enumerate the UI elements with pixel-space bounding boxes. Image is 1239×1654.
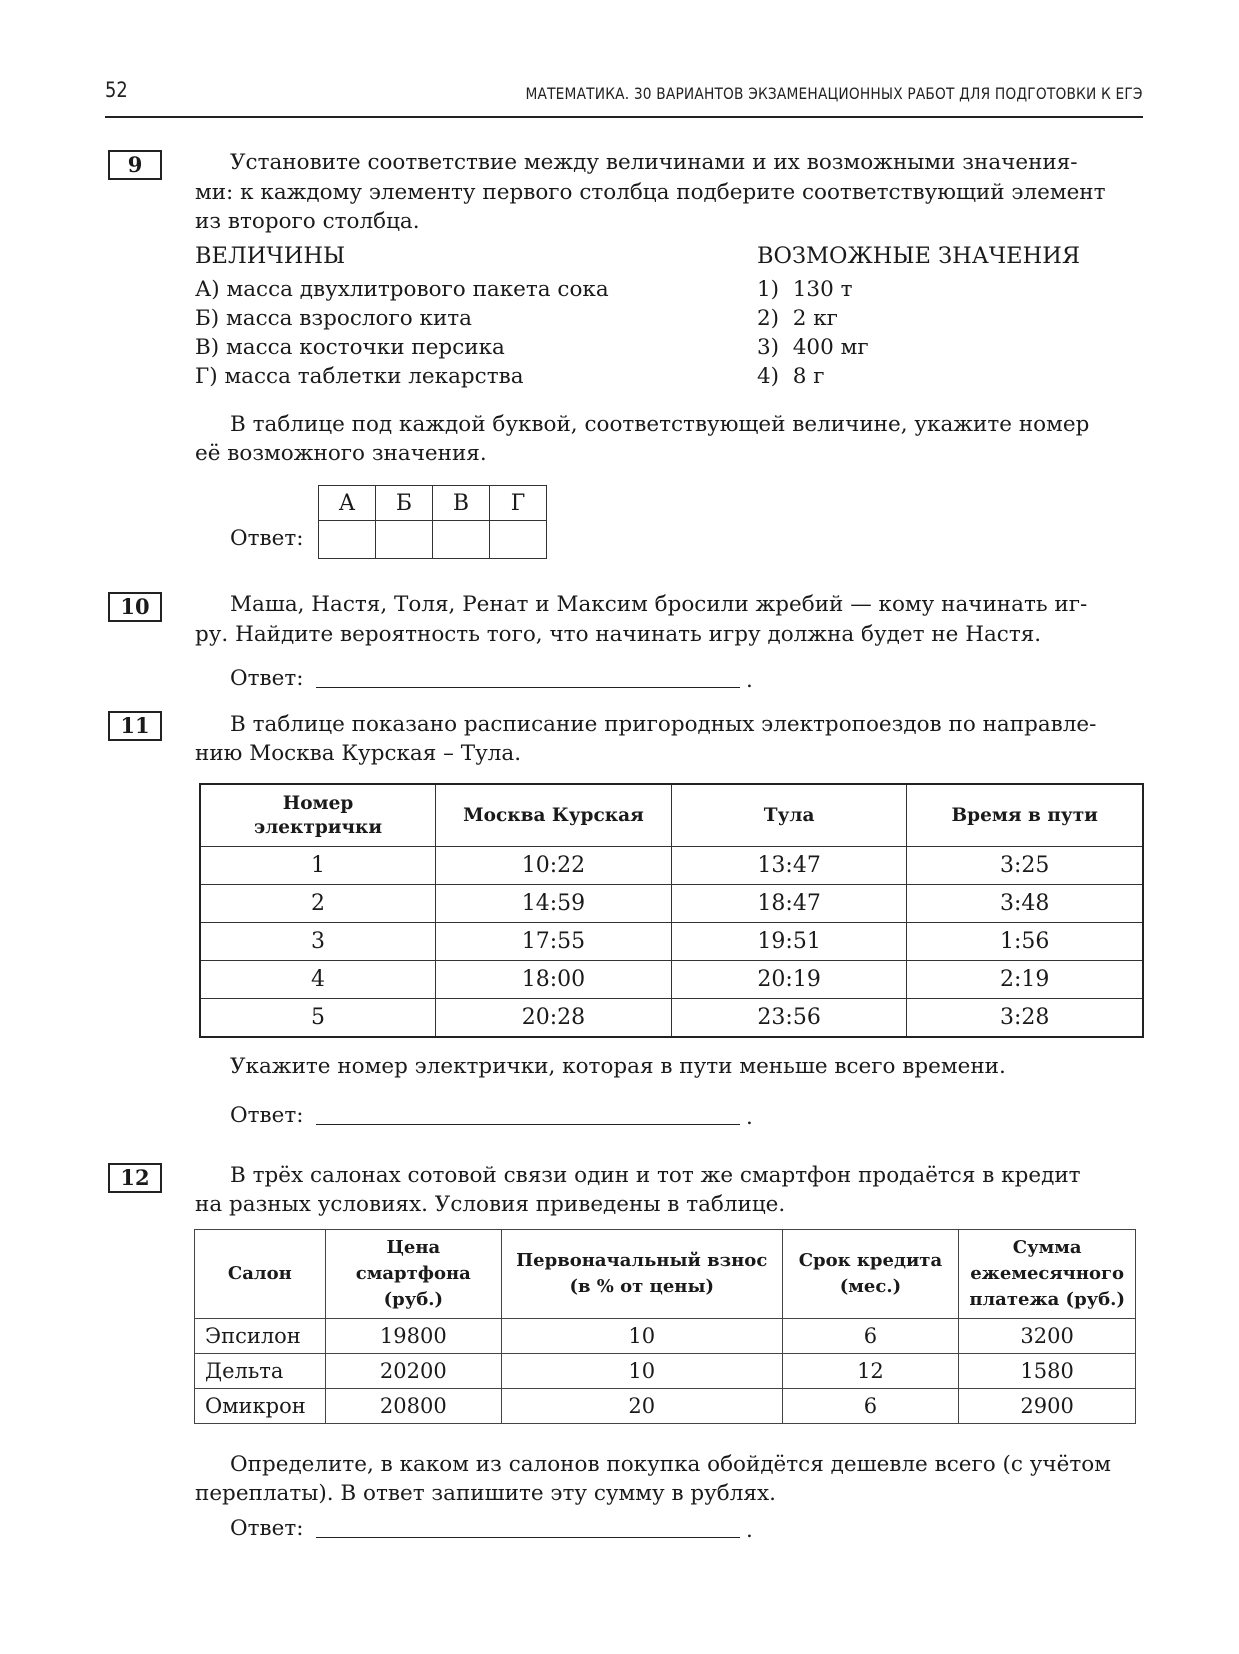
cell: 18:00 xyxy=(436,961,672,999)
task9-text-line-3: из второго столбца. xyxy=(195,209,420,234)
task12-text-line-1: В трёх салонах сотовой связи один и тот же смартфон продаётся в кредит xyxy=(230,1163,1081,1188)
table-row xyxy=(200,885,1143,923)
header-line: электрички xyxy=(253,816,383,838)
value-2: 2) 2 кг xyxy=(757,306,838,331)
cell: 1:56 xyxy=(907,923,1143,961)
header-line: Цена xyxy=(386,1237,441,1258)
cell: 14:59 xyxy=(436,885,672,923)
task10-answer-field[interactable] xyxy=(316,687,740,688)
cell: 10 xyxy=(501,1354,782,1389)
cell: 3 xyxy=(200,923,436,961)
col-header-monthly-payment xyxy=(959,1230,1136,1319)
cell: 19800 xyxy=(325,1319,501,1354)
cell: 2 xyxy=(200,885,436,923)
task10-answer-period: . xyxy=(746,668,753,693)
answer-letter-v: В xyxy=(433,486,490,521)
cell: 2:19 xyxy=(907,961,1143,999)
answer-cell-v[interactable] xyxy=(433,521,490,559)
quantities-heading: ВЕЛИЧИНЫ xyxy=(195,243,346,269)
values-heading: ВОЗМОЖНЫЕ ЗНАЧЕНИЯ xyxy=(757,243,1081,269)
cell: 3:25 xyxy=(907,847,1143,885)
task9-instruction-line-2: её возможного значения. xyxy=(195,441,487,466)
table-row xyxy=(200,999,1143,1038)
cell: 10:22 xyxy=(436,847,672,885)
task-number-11: 11 xyxy=(108,711,162,741)
cell: 18:47 xyxy=(671,885,907,923)
col-header-tula: Тула xyxy=(671,784,907,847)
header-line: платежа (руб.) xyxy=(969,1289,1125,1310)
col-header-travel-time: Время в пути xyxy=(907,784,1143,847)
cell: 2900 xyxy=(959,1389,1136,1424)
page-header xyxy=(105,76,1143,118)
cell: 6 xyxy=(782,1389,959,1424)
task11-answer-period: . xyxy=(746,1105,753,1130)
task11-question: Укажите номер электрички, которая в пути меньше всего времени. xyxy=(230,1054,1006,1079)
task12-answer-label: Ответ: xyxy=(230,1516,304,1541)
task12-question-line-1: Определите, в каком из салонов покупка обойдётся дешевле всего (с учётом xyxy=(230,1452,1111,1477)
cell: Эпсилон xyxy=(195,1319,326,1354)
train-schedule-table xyxy=(199,783,1144,1038)
task9-text-line-2: ми: к каждому элементу первого столбца подберите соответствующий элемент xyxy=(195,180,1106,205)
task12-text-line-2: на разных условиях. Условия приведены в таблице. xyxy=(195,1192,786,1217)
value-3: 3) 400 мг xyxy=(757,335,869,360)
table-row xyxy=(195,1319,1136,1354)
cell: 6 xyxy=(782,1319,959,1354)
task9-instruction-line-1: В таблице под каждой буквой, соответствующей величине, укажите номер xyxy=(230,412,1090,437)
task11-answer-label: Ответ: xyxy=(230,1103,304,1128)
task-number-9: 9 xyxy=(108,150,162,180)
header-line: (в % от цены) xyxy=(569,1276,715,1297)
running-title: МАТЕМАТИКА. 30 ВАРИАНТОВ ЭКЗАМЕНАЦИОННЫХ РАБОТ ДЛЯ ПОДГОТОВКИ К ЕГЭ xyxy=(525,84,1143,103)
col-header-down-payment xyxy=(501,1230,782,1319)
table-row xyxy=(200,923,1143,961)
cell: 3:48 xyxy=(907,885,1143,923)
cell: 20:19 xyxy=(671,961,907,999)
task11-text-line-1: В таблице показано расписание пригородных электропоездов по направле- xyxy=(230,712,1097,737)
col-header-salon: Салон xyxy=(195,1230,326,1319)
header-line: Первоначальный взнос xyxy=(516,1250,768,1271)
task11-text-line-2: нию Москва Курская – Тула. xyxy=(195,741,522,766)
cell: Дельта xyxy=(195,1354,326,1389)
table-header-row xyxy=(200,784,1143,847)
header-line: Сумма xyxy=(1012,1237,1082,1258)
cell: 3200 xyxy=(959,1319,1136,1354)
task11-answer-field[interactable] xyxy=(316,1124,740,1125)
task9-answer-grid xyxy=(318,485,547,559)
quantity-a: А) масса двухлитрового пакета сока xyxy=(195,277,609,302)
value-1: 1) 130 т xyxy=(757,277,853,302)
cell: 20:28 xyxy=(436,999,672,1038)
col-header-moscow-kurskaya: Москва Курская xyxy=(436,784,672,847)
task9-text-line-1: Установите соответствие между величинами и их возможными значения- xyxy=(230,150,1078,175)
cell: 3:28 xyxy=(907,999,1143,1038)
header-line: (руб.) xyxy=(383,1289,444,1310)
header-line: ежемесячного xyxy=(970,1263,1125,1284)
answer-cell-b[interactable] xyxy=(376,521,433,559)
cell: 20800 xyxy=(325,1389,501,1424)
cell: 19:51 xyxy=(671,923,907,961)
answer-cell-a[interactable] xyxy=(319,521,376,559)
cell: 5 xyxy=(200,999,436,1038)
task-number-12: 12 xyxy=(108,1163,162,1193)
answer-letter-b: Б xyxy=(376,486,433,521)
page-number: 52 xyxy=(105,78,128,102)
answer-letter-a: А xyxy=(319,486,376,521)
col-header-price xyxy=(325,1230,501,1319)
table-row xyxy=(195,1389,1136,1424)
col-header-train-number xyxy=(200,784,436,847)
value-4: 4) 8 г xyxy=(757,364,825,389)
header-line: смартфона xyxy=(355,1263,471,1284)
cell: 1580 xyxy=(959,1354,1136,1389)
salon-credit-table xyxy=(194,1229,1136,1424)
cell: 13:47 xyxy=(671,847,907,885)
header-line: Номер xyxy=(282,792,354,814)
task-number-10: 10 xyxy=(108,592,162,622)
cell: 17:55 xyxy=(436,923,672,961)
cell: 23:56 xyxy=(671,999,907,1038)
quantity-b: Б) масса взрослого кита xyxy=(195,306,473,331)
table-row xyxy=(195,1354,1136,1389)
task10-text-line-1: Маша, Настя, Толя, Ренат и Максим бросили жребий — кому начинать иг- xyxy=(230,592,1088,617)
task9-answer-label: Ответ: xyxy=(230,526,304,551)
table-row xyxy=(200,847,1143,885)
table-row xyxy=(200,961,1143,999)
cell: 1 xyxy=(200,847,436,885)
cell: 4 xyxy=(200,961,436,999)
header-line: Срок кредита xyxy=(798,1250,943,1271)
task10-answer-label: Ответ: xyxy=(230,666,304,691)
quantity-g: Г) масса таблетки лекарства xyxy=(195,364,524,389)
task12-question-line-2: переплаты). В ответ запишите эту сумму в рублях. xyxy=(195,1481,776,1506)
cell: 10 xyxy=(501,1319,782,1354)
cell: Омикрон xyxy=(195,1389,326,1424)
answer-cell-g[interactable] xyxy=(490,521,547,559)
header-line: (мес.) xyxy=(839,1276,902,1297)
cell: 20200 xyxy=(325,1354,501,1389)
task10-text-line-2: ру. Найдите вероятность того, что начинать игру должна будет не Настя. xyxy=(195,622,1042,647)
table-header-row xyxy=(195,1230,1136,1319)
cell: 12 xyxy=(782,1354,959,1389)
quantity-v: В) масса косточки персика xyxy=(195,335,505,360)
col-header-term xyxy=(782,1230,959,1319)
task12-answer-field[interactable] xyxy=(316,1537,740,1538)
cell: 20 xyxy=(501,1389,782,1424)
task12-answer-period: . xyxy=(746,1518,753,1543)
answer-letter-g: Г xyxy=(490,486,547,521)
